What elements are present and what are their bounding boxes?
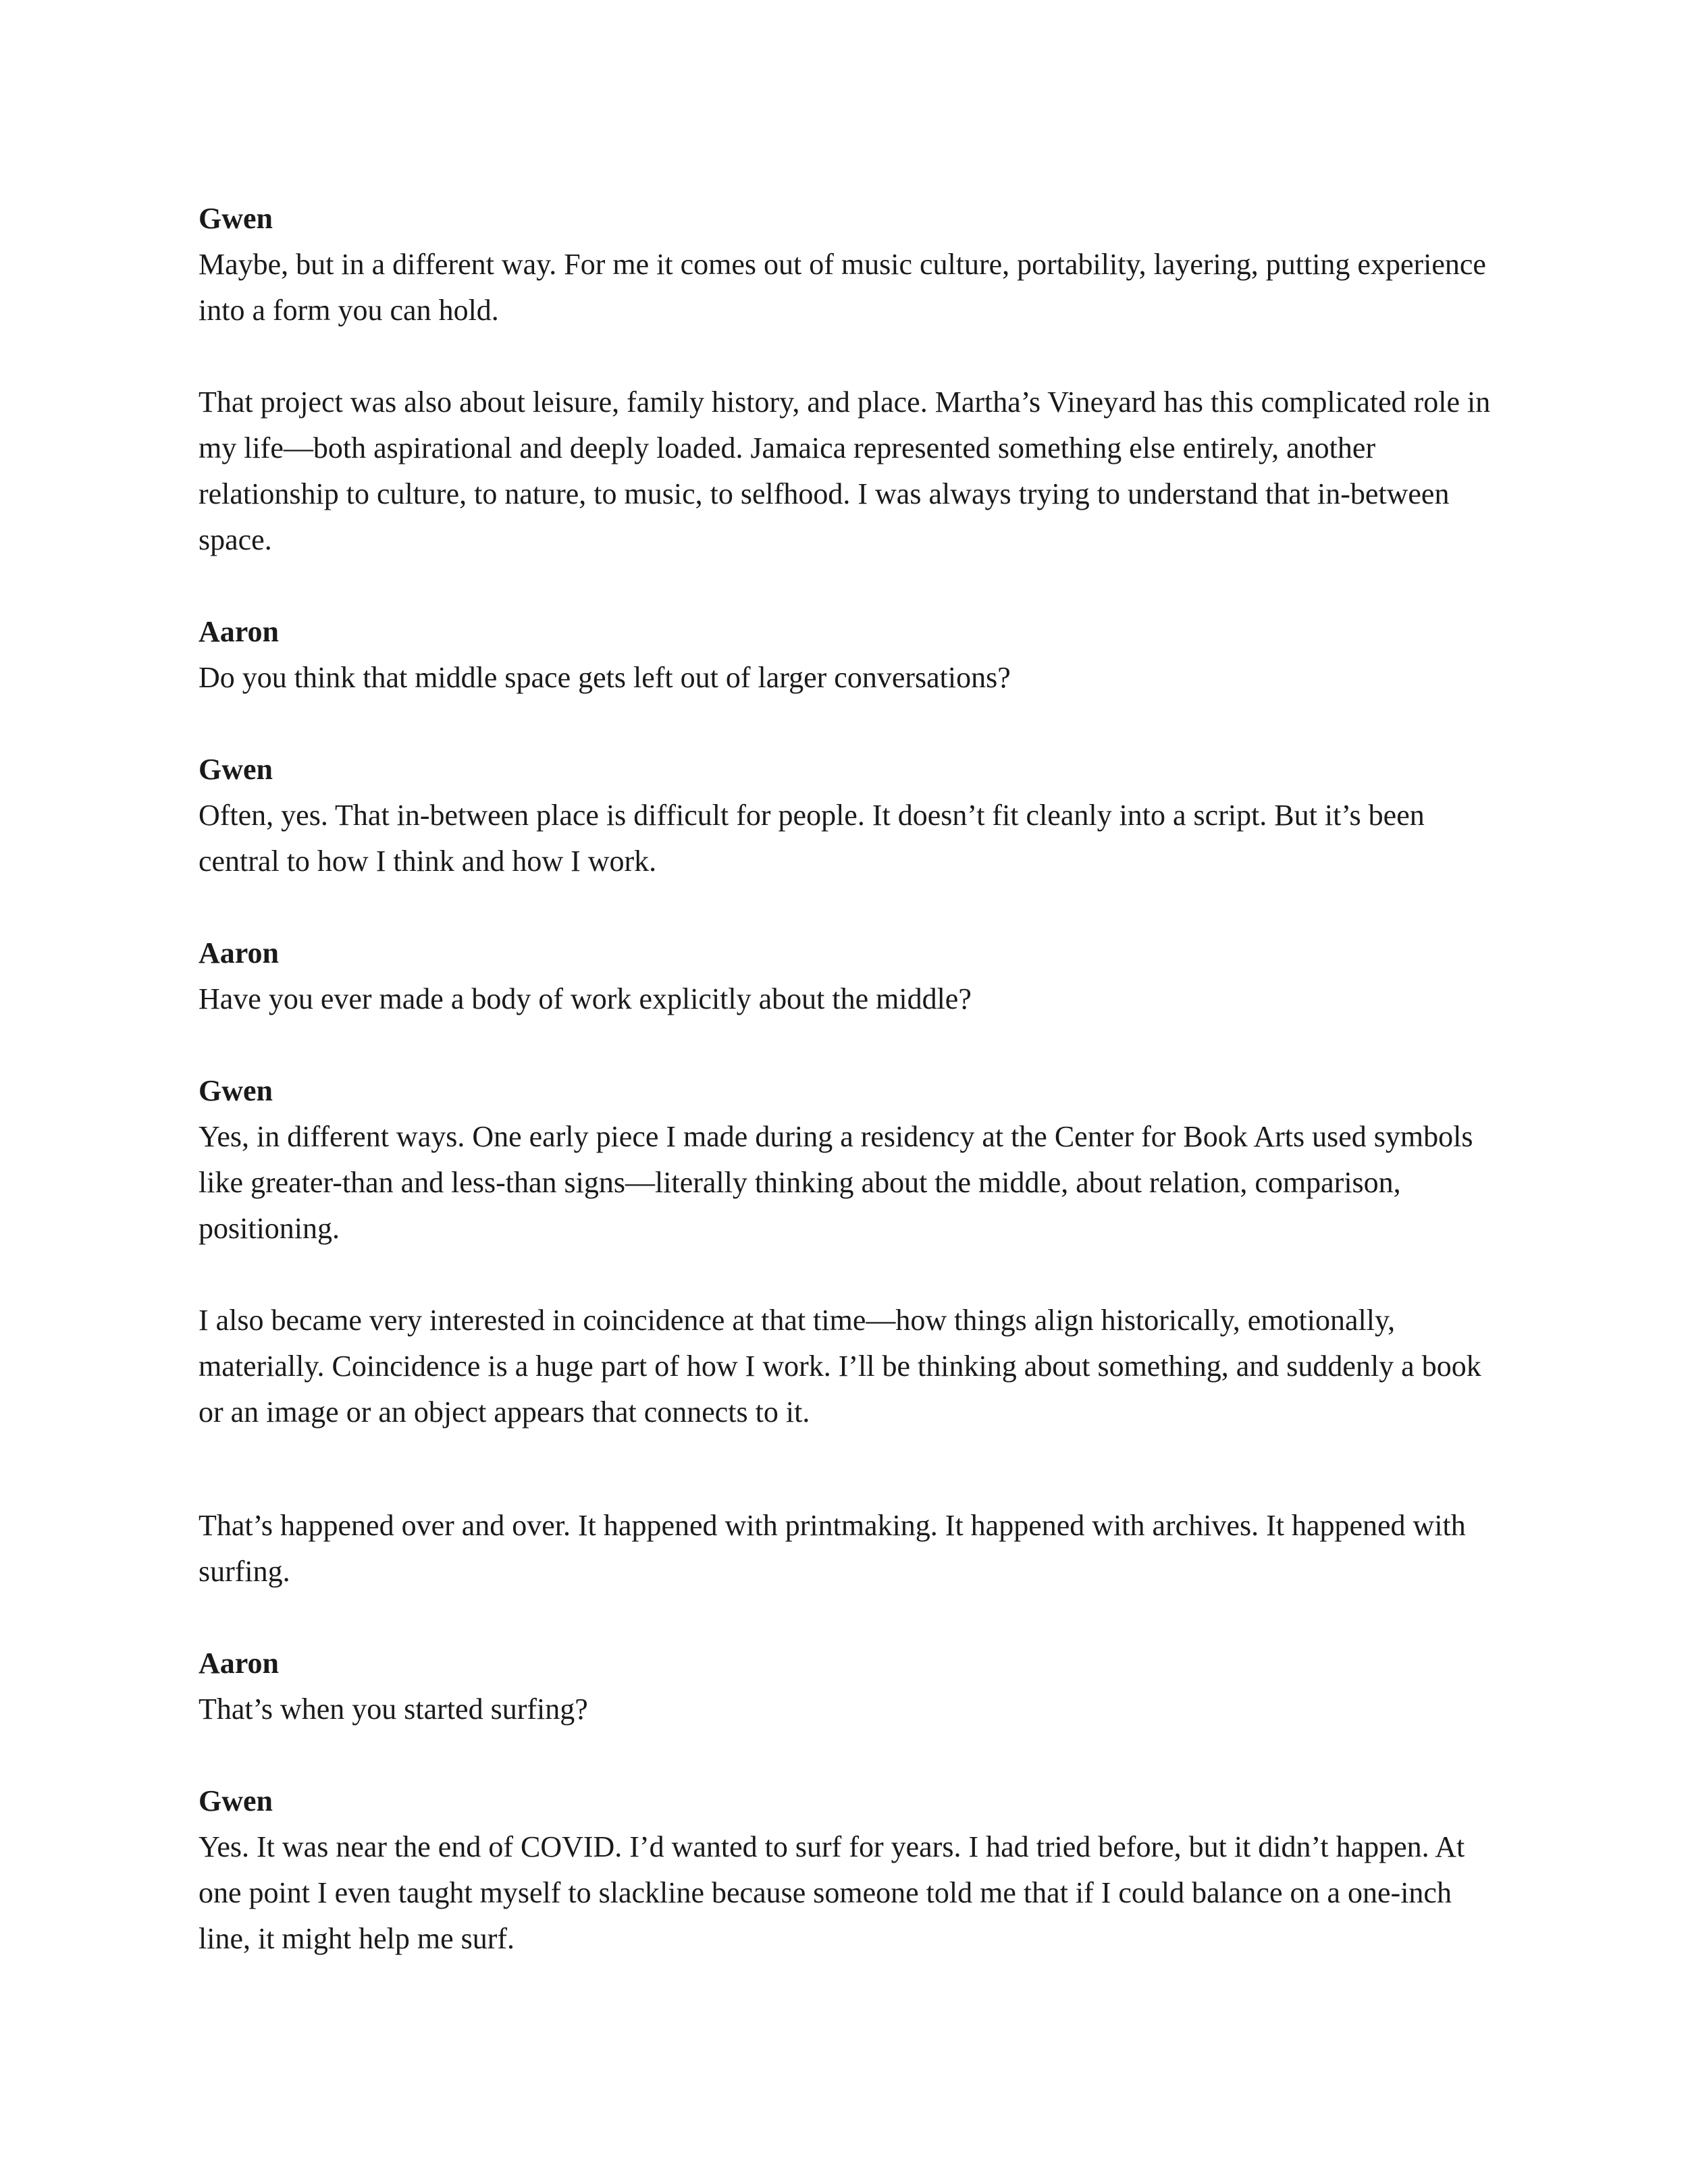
speech-paragraph: I also became very interested in coincidence at that time—how things align historically, emotionally, materially. Coincidence is a huge part of how I work. I’ll be thinking about something, and suddenly a book or an image or an object appears that connects to it. xyxy=(199,1304,1481,1429)
exchange-aaron-3 xyxy=(199,1641,1502,1732)
speech-paragraph: That’s happened over and over. It happened with printmaking. It happened with archives. It happened with surfing. xyxy=(199,1509,1466,1588)
exchange-gwen-3 xyxy=(199,1068,1502,1595)
speaker-name: Aaron xyxy=(199,936,279,969)
speaker-name: Aaron xyxy=(199,615,279,648)
exchange-aaron-2 xyxy=(199,930,1502,1022)
exchange-aaron-1 xyxy=(199,609,1502,701)
speech-paragraph: Yes. It was near the end of COVID. I’d wanted to surf for years. I had tried before, but it didn’t happen. At one point I even taught myself to slackline because someone told me that if I could balance on a one-inch line, it might help me surf. xyxy=(199,1830,1465,1955)
speech-paragraph: Maybe, but in a different way. For me it comes out of music culture, portability, layering, putting experience into a form you can hold. xyxy=(199,248,1486,327)
speech-paragraph: Do you think that middle space gets left out of larger conversations? xyxy=(199,661,1011,694)
speaker-name: Gwen xyxy=(199,202,273,235)
speaker-name: Gwen xyxy=(199,1074,273,1107)
exchange-gwen-1 xyxy=(199,196,1502,563)
speaker-name: Gwen xyxy=(199,1784,273,1817)
speech-paragraph: Often, yes. That in-between place is difficult for people. It doesn’t fit cleanly into a script. But it’s been central to how I think and how I work. xyxy=(199,799,1425,878)
exchange-gwen-4 xyxy=(199,1778,1502,1962)
speech-paragraph: That’s when you started surfing? xyxy=(199,1693,588,1726)
speech-paragraph: That project was also about leisure, family history, and place. Martha’s Vineyard has this complicated role in my life—both aspirational and deeply loaded. Jamaica represented something else entirely, another relationship to culture, to nature, to music, to selfhood. I was always trying to understand that in-between space. xyxy=(199,385,1491,556)
speaker-name: Aaron xyxy=(199,1647,279,1680)
speaker-name: Gwen xyxy=(199,753,273,786)
exchange-gwen-2 xyxy=(199,747,1502,884)
speech-paragraph: Yes, in different ways. One early piece I made during a residency at the Center for Book Arts used symbols like greater-than and less-than signs—literally thinking about the middle, about relation, comparison, positioning. xyxy=(199,1120,1473,1245)
speech-paragraph: Have you ever made a body of work explicitly about the middle? xyxy=(199,982,972,1015)
transcript-page xyxy=(199,196,1502,1962)
